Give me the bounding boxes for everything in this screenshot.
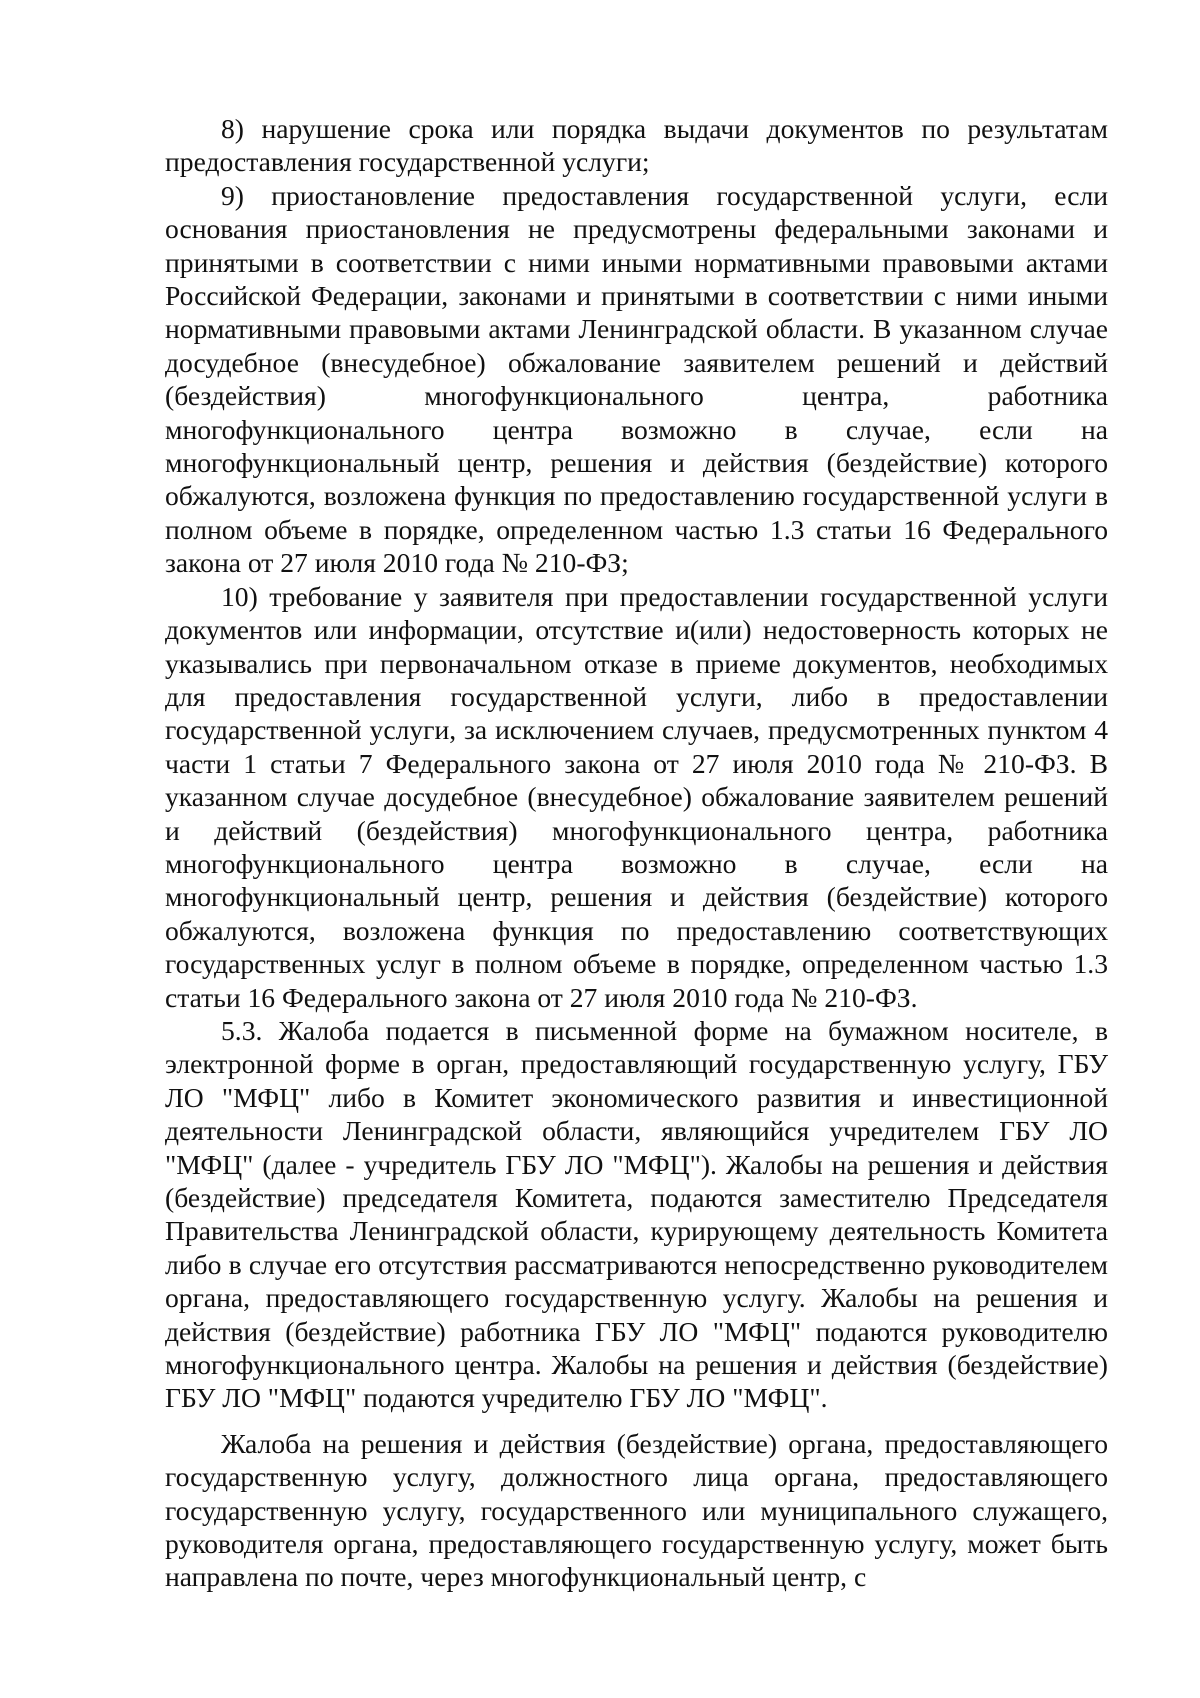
paragraph-item-8: 8) нарушение срока или порядка выдачи документов по результатам предоставления государственной услуги; [165, 113, 1108, 178]
paragraph-complaint-submission: Жалоба на решения и действия (бездействие) органа, предоставляющего государственную услугу, должностного лица органа, предоставляющего государственную услугу, государственного или муниципального служащего, руководителя органа, предоставляющего государственную услугу, может быть направлена по почте, через многофункциональный центр, с [165, 1427, 1108, 1593]
paragraph-item-10: 10) требование у заявителя при предоставлении государственной услуги документов или информации, отсутствие и(или) недостоверность которых не указывались при первоначальном отказе в приеме документов, необходимых для предоставления государственной услуги, либо в предоставлении государственной услуги, за исключением случаев, предусмотренных пунктом 4 части 1 статьи 7 Федерального закона от 27 июля 2010 года № 210-ФЗ. В указанном случае досудебное (внесудебное) обжалование заявителем решений и действий (бездействия) многофункционального центра, работника многофункционального центра возможно в случае, если на многофункциональный центр, решения и действия (бездействие) которого обжалуются, возложена функция по предоставлению соответствующих государственных услуг в полном объеме в порядке, определенном частью 1.3 статьи 16 Федерального закона от 27 июля 2010 года № 210-ФЗ. [165, 580, 1108, 1013]
paragraph-section-5-3: 5.3. Жалоба подается в письменной форме на бумажном носителе, в электронной форме в орган, предоставляющий государственную услугу, ГБУ ЛО "МФЦ" либо в Комитет экономического развития и инвестиционной деятельности Ленинградской области, являющийся учредителем ГБУ ЛО "МФЦ" (далее - учредитель ГБУ ЛО "МФЦ"). Жалобы на решения и действия (бездействие) председателя Комитета, подаются заместителю Председателя Правительства Ленинградской области, курирующему деятельность Комитета либо в случае его отсутствия рассматриваются непосредственно руководителем органа, предоставляющего государственную услугу. Жалобы на решения и действия (бездействие) работника ГБУ ЛО "МФЦ" подаются руководителю многофункционального центра. Жалобы на решения и действия (бездействие) ГБУ ЛО "МФЦ" подаются учредителю ГБУ ЛО "МФЦ". [165, 1014, 1108, 1414]
paragraph-item-9: 9) приостановление предоставления государственной услуги, если основания приостановления не предусмотрены федеральными законами и принятыми в соответствии с ними иными нормативными правовыми актами Российской Федерации, законами и принятыми в соответствии с ними иными нормативными правовыми актами Ленинградской области. В указанном случае досудебное (внесудебное) обжалование заявителем решений и действий (бездействия) многофункционального центра, работника многофункционального центра возможно в случае, если на многофункциональный центр, решения и действия (бездействие) которого обжалуются, возложена функция по предоставлению государственной услуги в полном объеме в порядке, определенном частью 1.3 статьи 16 Федерального закона от 27 июля 2010 года № 210-ФЗ; [165, 179, 1108, 579]
document-page [165, 112, 1108, 1594]
